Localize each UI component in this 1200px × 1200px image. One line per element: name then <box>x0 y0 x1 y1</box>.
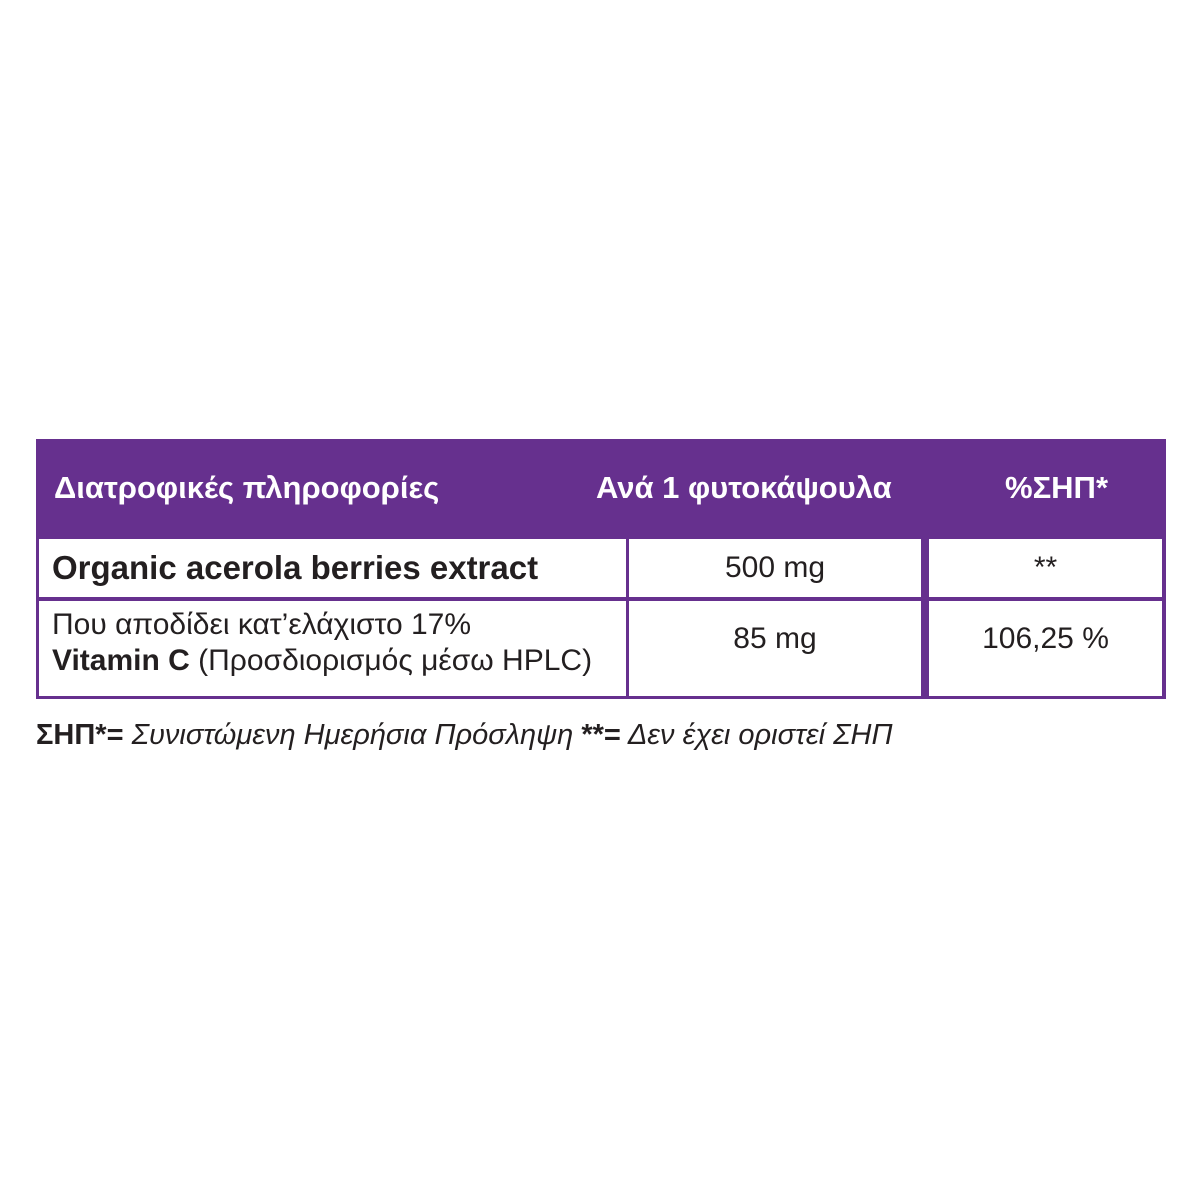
header-rdi-percent: %ΣΗΠ* <box>1005 470 1109 505</box>
footnote <box>36 719 893 752</box>
footnote-text1: Συνιστώμενη Ημερήσια Πρόσληψη <box>123 719 582 751</box>
row2-vitamin-label: Vitamin C <box>52 644 190 677</box>
row1-amount-cell <box>629 539 921 597</box>
row1-rdi: ** <box>1033 551 1058 584</box>
row1-name: Organic acerola berries extract <box>52 549 539 586</box>
footnote-text2: Δεν έχει οριστεί ΣΗΠ <box>620 719 893 751</box>
row2-rdi-cell <box>929 601 1162 696</box>
row1-name-cell <box>39 539 626 597</box>
row2-method-note: (Προσδιορισμός μέσω HPLC) <box>189 644 593 677</box>
nutrition-table <box>36 439 1166 699</box>
row2-name <box>52 607 592 679</box>
header-nutrition-info: Διατροφικές πληροφορίες <box>54 470 440 505</box>
footnote-key1: ΣΗΠ*= <box>36 719 124 751</box>
row2-amount-cell <box>629 601 921 696</box>
row2-line2 <box>52 643 592 679</box>
row2-amount: 85 mg <box>733 622 817 655</box>
header-per-capsule: Ανά 1 φυτοκάψουλα <box>596 470 892 505</box>
footnote-key2: **= <box>581 719 621 751</box>
row1-amount: 500 mg <box>724 551 826 584</box>
row1-rdi-cell <box>929 539 1162 597</box>
row2-line1: Που αποδίδει κατ’ελάχιστο 17% <box>52 608 472 641</box>
row2-name-cell <box>39 601 626 696</box>
row2-rdi: 106,25 % <box>982 622 1109 655</box>
